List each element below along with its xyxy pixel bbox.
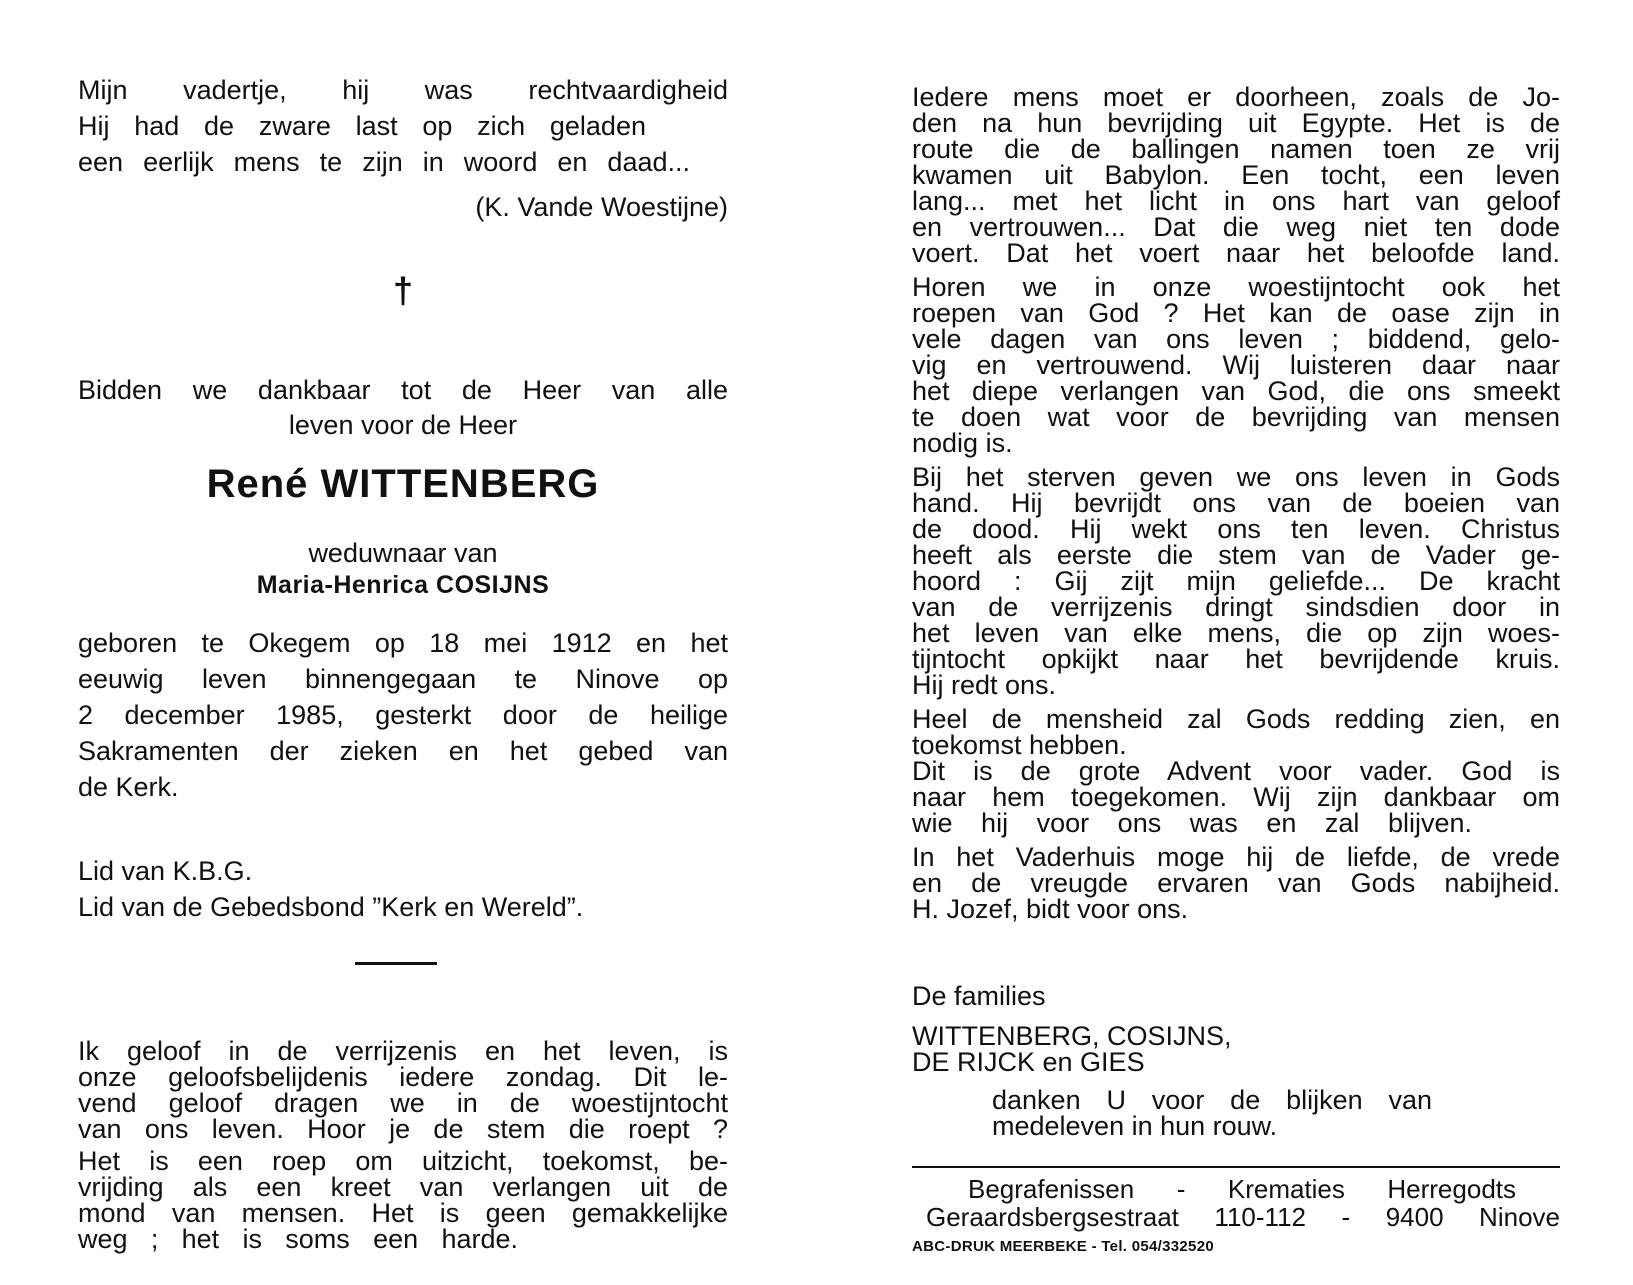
thanks-text (912, 1087, 1432, 1139)
text-line: toekomst hebben. (912, 730, 1127, 760)
text-line: den na hun bevrijding uit Egypte. Het is de (912, 108, 1560, 138)
paragraph (912, 706, 1560, 758)
undertaker-info (912, 1175, 1560, 1231)
text-line: Sakramenten der zieken en het gebed van (78, 736, 728, 766)
spouse-name: Maria-Henrica COSIJNS (256, 571, 550, 599)
text-line: roepen van God ? Het kan de oase zijn in (912, 298, 1560, 328)
prayer-intro (78, 373, 728, 443)
text-line: de dood. Hij wekt ons ten leven. Christus (912, 514, 1560, 544)
widower-label: weduwnaar van (308, 538, 498, 568)
text-line: vele dagen van ons leven ; biddend, gelo- (912, 324, 1560, 354)
text-line: lang... met het licht in ons hart van geloof (912, 186, 1560, 216)
family-names: WITTENBERG, COSIJNS, (912, 1021, 1232, 1051)
text-line: Dit is de grote Advent voor vader. God is (912, 756, 1560, 786)
text-line: geboren te Okegem op 18 mei 1912 en het (78, 628, 728, 658)
intro-line: leven voor de Heer (288, 410, 518, 440)
text-line: onze geloofsbelijdenis iedere zondag. Dit le- (78, 1062, 728, 1092)
text-line: vrijding als een kreet van verlangen uit de (78, 1172, 728, 1202)
intro-line: Bidden we dankbaar tot de Heer van alle (78, 375, 728, 405)
cross-icon: † (392, 270, 414, 311)
text-line: het diepe verlangen van God, die ons smeekt (912, 376, 1560, 406)
text-line: het leven van elke mens, die op zijn woes- (912, 618, 1560, 648)
text-line: mond van mensen. Het is geen gemakkelijke (78, 1198, 728, 1228)
poem (78, 72, 728, 180)
text-line: H. Jozef, bidt voor ons. (912, 894, 1189, 924)
text-line: hand. Hij bevrijdt ons van de boeien van (912, 488, 1560, 518)
text-line: In het Vaderhuis moge hij de liefde, de vrede (912, 842, 1560, 872)
text-line: medeleven in hun rouw. (992, 1111, 1278, 1141)
families-signature (912, 983, 1560, 1139)
text-line: vig en vertrouwend. Wij luisteren daar naar (912, 350, 1560, 380)
text-line: Heel de mensheid zal Gods redding zien, en (912, 704, 1560, 734)
family-names: DE RIJCK en GIES (912, 1047, 1145, 1077)
text-line: Bij het sterven geven we ons leven in Gods (912, 462, 1560, 492)
membership-line: Lid van de Gebedsbond ”Kerk en Wereld”. (78, 892, 584, 922)
text-line: naar hem toegekomen. Wij zijn dankbaar om (912, 782, 1560, 812)
text-line: Ik geloof in de verrijzenis en het leven, is (78, 1036, 728, 1066)
text-line: weg ; het is soms een harde. (78, 1224, 518, 1254)
paragraph (912, 844, 1560, 922)
text-line: Horen we in onze woestijntocht ook het (912, 272, 1560, 302)
text-line: nodig is. (912, 428, 1013, 458)
text-line: eeuwig leven binnengegaan te Ninove op (78, 664, 728, 694)
birth-death-text (78, 625, 728, 805)
poem-attribution: (K. Vande Woestijne) (475, 192, 728, 222)
text-line: voert. Dat het voert naar het beloofde land. (912, 238, 1560, 268)
undertaker-address: Geraardsbergsestraat 110-112 - 9400 Ninove (926, 1202, 1560, 1232)
paragraph (78, 1148, 728, 1252)
paragraph (78, 1038, 728, 1142)
text-line: vend geloof dragen we in de woestijntocht (78, 1088, 728, 1118)
deceased-name: René WITTENBERG (206, 462, 600, 506)
text-line: heeft als eerste die stem van de Vader ge- (912, 540, 1560, 570)
text-line: Iedere mens moet er doorheen, zoals de Jo- (912, 82, 1560, 112)
text-line: Hij redt ons. (912, 670, 1057, 700)
footer-rule (912, 1166, 1560, 1168)
text-line: hoord : Gij zijt mijn geliefde... De kracht (912, 566, 1560, 596)
printer-credit: ABC-DRUK MEERBEKE - Tel. 054/332520 (912, 1238, 1214, 1255)
text-line: Het is een roep om uitzicht, toekomst, be- (78, 1146, 728, 1176)
membership-line: Lid van K.B.G. (78, 856, 253, 886)
paragraph (912, 84, 1560, 266)
text-line: de Kerk. (78, 772, 179, 802)
faith-text (78, 1038, 728, 1252)
text-line: route die de ballingen namen toen ze vrij (912, 134, 1560, 164)
poem-line: een eerlijk mens te zijn in woord en daad... (78, 147, 690, 177)
reflection-text (912, 84, 1560, 922)
text-line: en vertrouwen... Dat die weg niet ten dode (912, 212, 1560, 242)
memberships (78, 853, 728, 925)
text-line: kwamen uit Babylon. Een tocht, een leven (912, 160, 1560, 190)
text-line: te doen wat voor de bevrijding van mensen (912, 402, 1560, 432)
families-label: De families (912, 981, 1046, 1011)
undertaker-name: Begrafenissen - Krematies Herregodts (968, 1174, 1516, 1204)
paragraph (912, 274, 1560, 456)
poem-line: Hij had de zware last op zich geladen (78, 111, 646, 141)
paragraph (912, 464, 1560, 698)
text-line: wie hij voor ons was en zal blijven. (912, 808, 1472, 838)
text-line: en de vreugde ervaren van Gods nabijheid. (912, 868, 1560, 898)
text-line: tijntocht opkijkt naar het bevrijdende kruis. (912, 644, 1560, 674)
divider (355, 962, 437, 965)
poem-line: Mijn vadertje, hij was rechtvaardigheid (78, 75, 728, 105)
text-line: 2 december 1985, gesterkt door de heilige (78, 700, 728, 730)
paragraph (912, 758, 1560, 836)
text-line: van ons leven. Hoor je de stem die roept ? (78, 1114, 728, 1144)
text-line: van de verrijzenis dringt sindsdien door in (912, 592, 1560, 622)
text-line: danken U voor de blijken van (992, 1085, 1432, 1115)
